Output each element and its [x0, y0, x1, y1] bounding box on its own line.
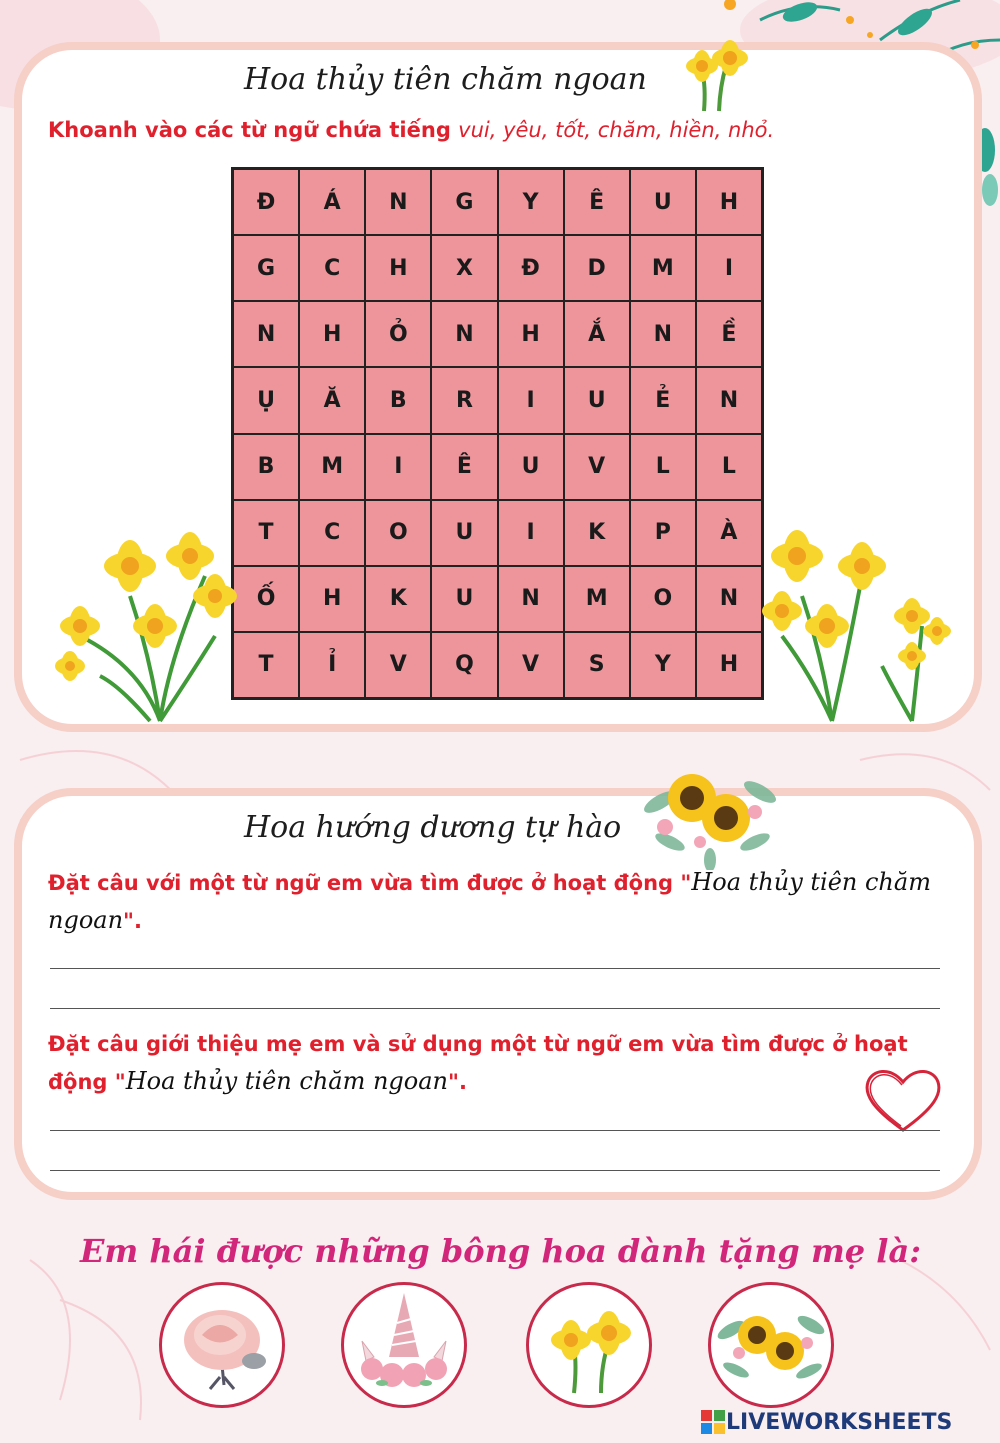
grid-cell[interactable]: Ắ: [564, 301, 630, 367]
grid-cell[interactable]: U: [431, 566, 497, 632]
answer-line-4[interactable]: [50, 1170, 940, 1171]
grid-cell[interactable]: Ụ: [233, 367, 299, 433]
question-1-end: ".: [123, 909, 142, 933]
grid-cell[interactable]: M: [564, 566, 630, 632]
grid-cell[interactable]: H: [299, 301, 365, 367]
grid-cell[interactable]: C: [299, 235, 365, 301]
instruction-keywords: vui, yêu, tốt, chăm, hiền, nhỏ.: [458, 118, 775, 142]
word-search-grid: [231, 167, 764, 700]
unicorn-flower-crown-icon: [344, 1285, 464, 1405]
question-2-activity-name: Hoa thủy tiên chăm ngoan: [125, 1067, 449, 1095]
choice-rose[interactable]: [159, 1282, 285, 1408]
grid-cell[interactable]: N: [696, 367, 762, 433]
grid-cell[interactable]: G: [233, 235, 299, 301]
grid-cell[interactable]: B: [365, 367, 431, 433]
bottom-title: Em hái được những bông hoa dành tặng mẹ là:: [80, 1232, 921, 1270]
grid-cell[interactable]: V: [564, 434, 630, 500]
grid-cell[interactable]: R: [431, 367, 497, 433]
grid-cell[interactable]: I: [498, 367, 564, 433]
grid-cell[interactable]: H: [696, 169, 762, 235]
grid-cell[interactable]: V: [365, 632, 431, 698]
grid-cell[interactable]: V: [498, 632, 564, 698]
question-2: [48, 1026, 948, 1101]
grid-cell[interactable]: L: [696, 434, 762, 500]
grid-cell[interactable]: N: [498, 566, 564, 632]
answer-line-1[interactable]: [50, 968, 940, 969]
question-2-text: Đặt câu giới thiệu mẹ em và sử dụng một từ ngữ em vừa tìm được ở hoạt động ": [48, 1032, 908, 1094]
section1-title: Hoa thủy tiên chăm ngoan: [244, 62, 647, 97]
daffodil-choice-icon: [529, 1285, 649, 1405]
grid-cell[interactable]: Đ: [233, 169, 299, 235]
grid-cell[interactable]: H: [696, 632, 762, 698]
grid-cell[interactable]: U: [630, 169, 696, 235]
grid-cell[interactable]: T: [233, 500, 299, 566]
grid-cell[interactable]: Ề: [696, 301, 762, 367]
grid-cell[interactable]: À: [696, 500, 762, 566]
grid-cell[interactable]: Ê: [431, 434, 497, 500]
rose-icon: [162, 1285, 282, 1405]
grid-cell[interactable]: Y: [630, 632, 696, 698]
choice-sunflower-bouquet[interactable]: [708, 1282, 834, 1408]
question-1: [48, 864, 948, 940]
grid-cell[interactable]: Ố: [233, 566, 299, 632]
grid-cell[interactable]: H: [299, 566, 365, 632]
grid-cell[interactable]: S: [564, 632, 630, 698]
grid-cell[interactable]: D: [564, 235, 630, 301]
liveworksheets-logo-icon: [700, 1409, 726, 1435]
grid-cell[interactable]: N: [696, 566, 762, 632]
question-2-end: ".: [448, 1070, 467, 1094]
grid-cell[interactable]: Đ: [498, 235, 564, 301]
grid-cell[interactable]: K: [365, 566, 431, 632]
section2-title: Hoa hướng dương tự hào: [244, 810, 622, 845]
daffodil-cluster-right-icon: [752, 516, 962, 726]
grid-cell[interactable]: T: [233, 632, 299, 698]
grid-cell[interactable]: Ă: [299, 367, 365, 433]
section1-instruction: [48, 118, 774, 142]
grid-cell[interactable]: N: [233, 301, 299, 367]
grid-cell[interactable]: B: [233, 434, 299, 500]
grid-cell[interactable]: Ẻ: [630, 367, 696, 433]
grid-cell[interactable]: K: [564, 500, 630, 566]
grid-cell[interactable]: U: [498, 434, 564, 500]
grid-cell[interactable]: I: [365, 434, 431, 500]
grid-cell[interactable]: N: [365, 169, 431, 235]
grid-cell[interactable]: H: [498, 301, 564, 367]
sunflower-choice-icon: [711, 1285, 831, 1405]
grid-cell[interactable]: I: [696, 235, 762, 301]
grid-cell[interactable]: M: [630, 235, 696, 301]
grid-cell[interactable]: P: [630, 500, 696, 566]
grid-cell[interactable]: Ỏ: [365, 301, 431, 367]
activity-panel-sunflower: [14, 788, 982, 1200]
sunflower-bouquet-icon: [640, 752, 780, 870]
grid-cell[interactable]: G: [431, 169, 497, 235]
footer-brand-text: LIVEWORKSHEETS: [726, 1409, 953, 1435]
instruction-prefix: Khoanh vào các từ ngữ chứa tiếng: [48, 118, 459, 142]
choice-unicorn-flower-crown[interactable]: [341, 1282, 467, 1408]
answer-line-2[interactable]: [50, 1008, 940, 1009]
grid-cell[interactable]: Ê: [564, 169, 630, 235]
grid-cell[interactable]: U: [431, 500, 497, 566]
grid-cell[interactable]: U: [564, 367, 630, 433]
grid-cell[interactable]: N: [630, 301, 696, 367]
grid-cell[interactable]: O: [630, 566, 696, 632]
grid-cell[interactable]: X: [431, 235, 497, 301]
grid-cell[interactable]: H: [365, 235, 431, 301]
question-1-activity-name: Hoa thủy tiên chăm ngoan: [48, 868, 931, 934]
heart-icon: [862, 1064, 944, 1136]
grid-cell[interactable]: Y: [498, 169, 564, 235]
grid-cell[interactable]: C: [299, 500, 365, 566]
answer-line-3[interactable]: [50, 1130, 940, 1131]
daffodil-cluster-left-icon: [40, 516, 240, 726]
daffodil-icon: [664, 26, 764, 116]
grid-cell[interactable]: I: [498, 500, 564, 566]
choice-daffodil[interactable]: [526, 1282, 652, 1408]
grid-cell[interactable]: N: [431, 301, 497, 367]
question-1-text: Đặt câu với một từ ngữ em vừa tìm được ở hoạt động ": [48, 871, 692, 895]
grid-cell[interactable]: L: [630, 434, 696, 500]
grid-cell[interactable]: Ỉ: [299, 632, 365, 698]
grid-cell[interactable]: O: [365, 500, 431, 566]
footer-brand: [700, 1406, 996, 1438]
grid-cell[interactable]: Q: [431, 632, 497, 698]
grid-cell[interactable]: M: [299, 434, 365, 500]
grid-cell[interactable]: Á: [299, 169, 365, 235]
